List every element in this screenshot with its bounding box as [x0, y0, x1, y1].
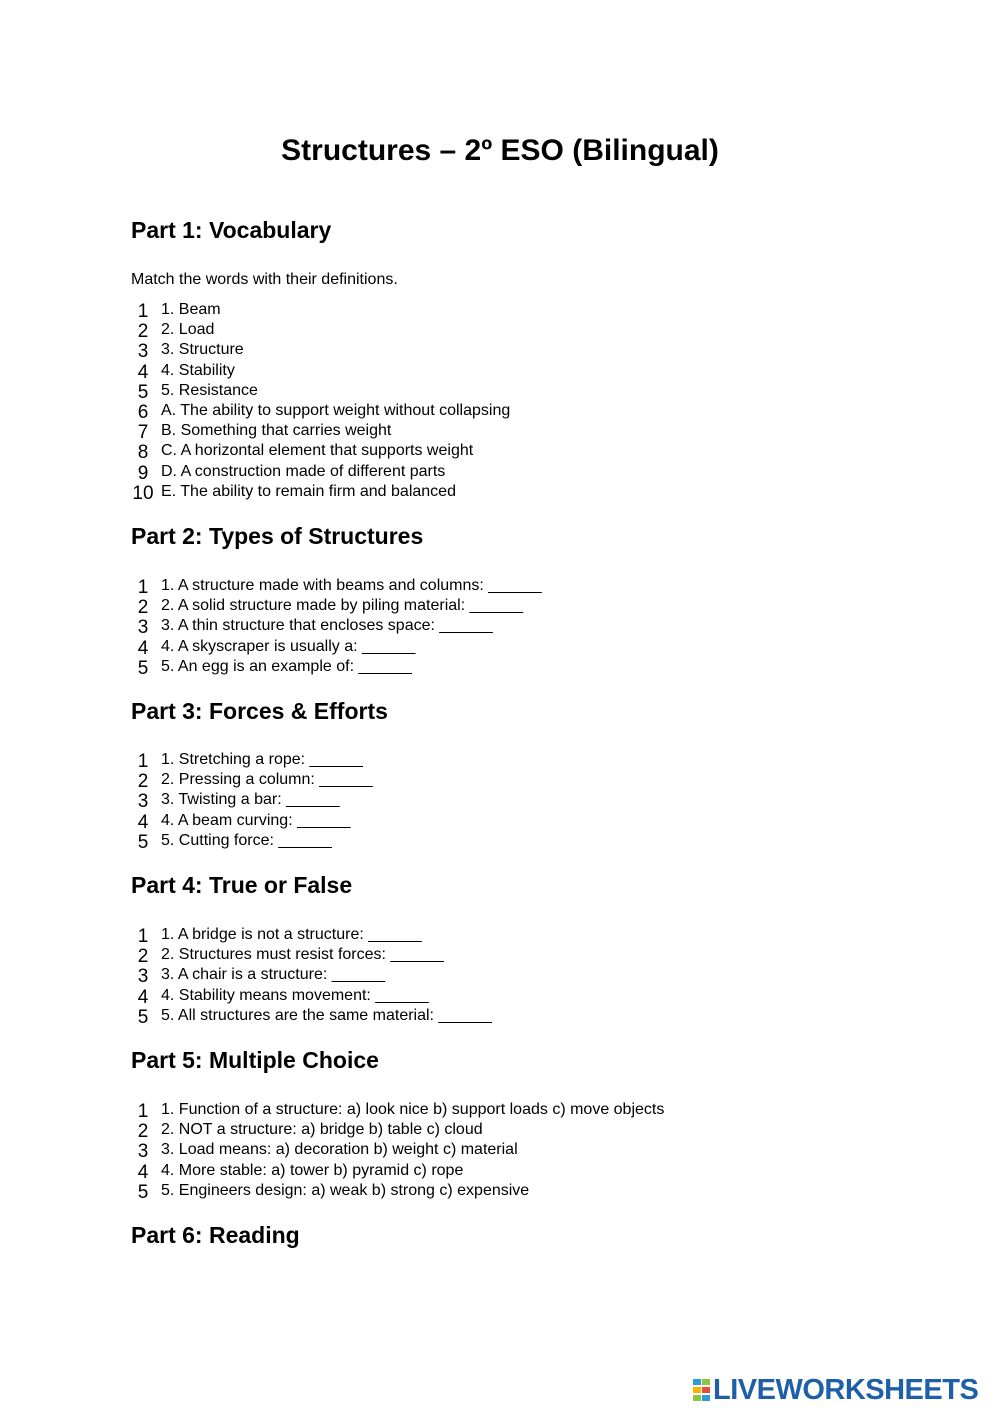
part4-item-number: 2 — [137, 946, 149, 968]
part1-instruction: Match the words with their definitions. — [131, 271, 398, 288]
part4-item-number: 1 — [137, 926, 149, 947]
part2-item-text: 5. An egg is an example of: ______ — [161, 657, 412, 675]
part3-item-number: 2 — [137, 771, 149, 793]
liveworksheets-logo[interactable] — [693, 1375, 978, 1405]
part1-item-text: 3. Structure — [161, 341, 244, 359]
part1-item-number: 7 — [137, 422, 149, 444]
part5-item-number: 1 — [137, 1101, 149, 1122]
part3-item-text: 4. A beam curving: ______ — [161, 811, 351, 829]
part3-item-text: 1. Stretching a rope: ______ — [161, 751, 363, 768]
part2-item-number: 1 — [137, 577, 149, 598]
part5-item-text: 3. Load means: a) decoration b) weight c) material — [161, 1141, 518, 1159]
part4-item-text: 4. Stability means movement: ______ — [161, 986, 429, 1004]
part4-item-text: 3. A chair is a structure: ______ — [161, 966, 386, 984]
part1-item-number: 8 — [137, 442, 149, 464]
liveworksheets-logo-text: LIVEWORKSHEETS — [713, 1374, 979, 1406]
part1-item-text: C. A horizontal element that supports weight — [161, 442, 474, 460]
part1-item-text: 4. Stability — [161, 361, 235, 379]
part5-item-text: 5. Engineers design: a) weak b) strong c) expensive — [161, 1181, 530, 1199]
part1-item-number: 4 — [137, 361, 149, 383]
part4-item-text: 1. A bridge is not a structure: ______ — [161, 926, 422, 943]
part4-heading: Part 4: True or False — [131, 872, 353, 898]
part1-item-number: 1 — [137, 301, 149, 322]
part5-item-text: 2. NOT a structure: a) bridge b) table c) cloud — [161, 1121, 483, 1139]
part1-item-text: A. The ability to support weight without collapsing — [161, 401, 511, 419]
part3-item-text: 3. Twisting a bar: ______ — [161, 791, 340, 809]
part5-item-number: 3 — [137, 1141, 149, 1163]
part1-item-number: 5 — [137, 381, 149, 403]
part2-item-text: 1. A structure made with beams and columns: ______ — [161, 577, 542, 594]
part5-item-text: 4. More stable: a) tower b) pyramid c) rope — [161, 1161, 464, 1179]
part3-item-number: 4 — [137, 811, 149, 833]
part4-item-number: 4 — [137, 986, 149, 1008]
part3-heading: Part 3: Forces & Efforts — [131, 698, 388, 724]
part3-item-number: 3 — [137, 791, 149, 813]
part1-item-text: 2. Load — [161, 321, 215, 339]
part1-item-text: 5. Resistance — [161, 381, 258, 399]
part1-item-text: E. The ability to remain firm and balanced — [161, 482, 456, 500]
part2-item-text: 2. A solid structure made by piling material: ______ — [161, 597, 523, 615]
part1-item-number: 2 — [137, 321, 149, 343]
part1-item-number: 6 — [137, 401, 149, 423]
part3-item-text: 5. Cutting force: ______ — [161, 831, 332, 849]
part2-item-number: 5 — [137, 657, 149, 679]
part1-item-text: B. Something that carries weight — [161, 422, 392, 440]
part1-item-text: 1. Beam — [161, 301, 221, 318]
part3-item-number: 1 — [137, 751, 149, 772]
liveworksheets-logo-icon — [693, 1379, 711, 1401]
part1-item-number: 10 — [132, 482, 154, 504]
part5-item-number: 5 — [137, 1181, 149, 1203]
part4-item-text: 2. Structures must resist forces: ______ — [161, 946, 444, 964]
part5-item-number: 2 — [137, 1121, 149, 1143]
part2-item-text: 3. A thin structure that encloses space: ______ — [161, 617, 493, 635]
page-title: Structures – 2º ESO (Bilingual) — [281, 134, 719, 167]
part2-item-text: 4. A skyscraper is usually a: ______ — [161, 637, 416, 655]
part3-item-text: 2. Pressing a column: ______ — [161, 771, 373, 789]
part4-item-text: 5. All structures are the same material: ______ — [161, 1006, 492, 1024]
part4-item-number: 3 — [137, 966, 149, 988]
part2-item-number: 2 — [137, 597, 149, 619]
part1-heading: Part 1: Vocabulary — [131, 217, 332, 243]
part5-item-text: 1. Function of a structure: a) look nice b) support loads c) move objects — [161, 1101, 665, 1118]
part4-item-number: 5 — [137, 1006, 149, 1028]
part1-item-number: 9 — [137, 462, 149, 484]
part6-heading: Part 6: Reading — [131, 1222, 300, 1248]
part3-item-number: 5 — [137, 831, 149, 853]
part1-item-text: D. A construction made of different parts — [161, 462, 446, 480]
part5-heading: Part 5: Multiple Choice — [131, 1047, 379, 1073]
part2-heading: Part 2: Types of Structures — [131, 523, 424, 549]
part2-item-number: 4 — [137, 637, 149, 659]
part5-item-number: 4 — [137, 1161, 149, 1183]
part2-item-number: 3 — [137, 617, 149, 639]
part1-item-number: 3 — [137, 341, 149, 363]
